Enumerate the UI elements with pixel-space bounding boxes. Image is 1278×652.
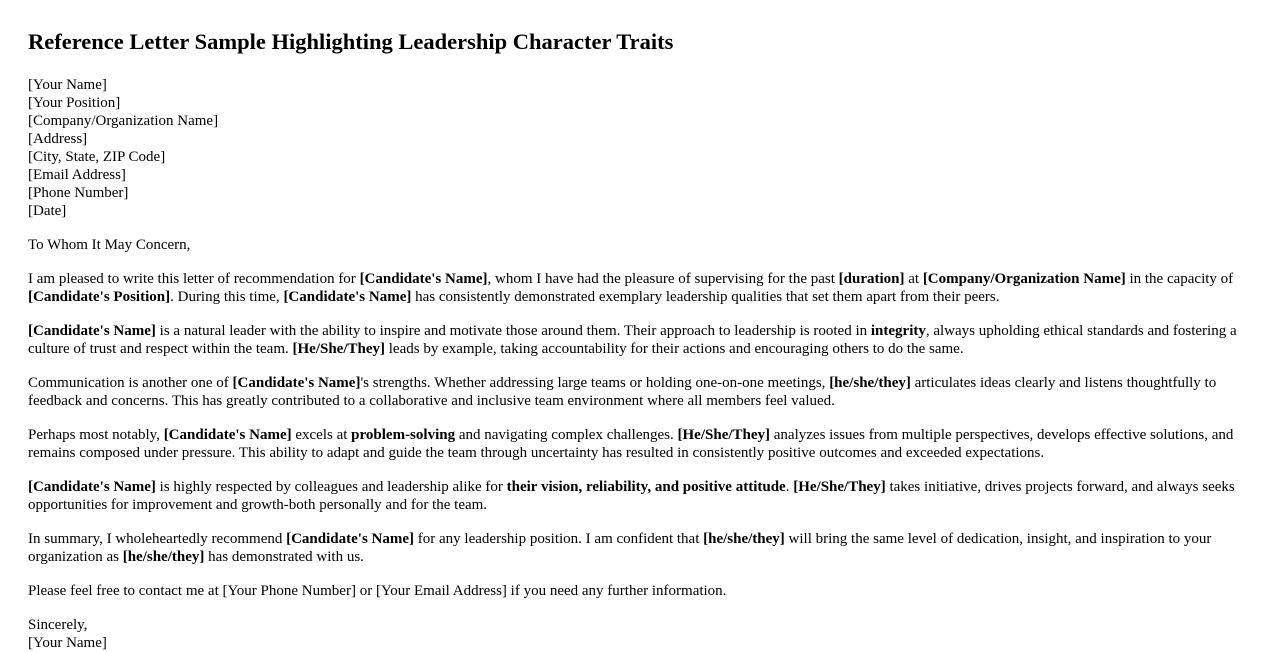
bold-text: [he/she/they] bbox=[829, 375, 911, 391]
body-paragraph-1 bbox=[28, 270, 1250, 306]
bold-text: [duration] bbox=[838, 271, 905, 287]
bold-text: [Candidate's Name] bbox=[28, 479, 156, 495]
bold-text: their vision, reliability, and positive attitude bbox=[506, 479, 786, 495]
closing-block bbox=[28, 616, 1250, 652]
text-run: I am pleased to write this letter of recommendation for bbox=[28, 271, 360, 287]
text-run: leads by example, taking accountability for their actions and encouraging others to do the same. bbox=[385, 341, 964, 357]
bold-text: [Candidate's Name] bbox=[359, 271, 488, 287]
bold-text: [He/She/They] bbox=[793, 479, 886, 495]
body-paragraph-3 bbox=[28, 374, 1250, 410]
text-run: articulates ideas clearly and listens thoughtfully to feedback and concerns. This has greatly contributed to a collaborative and inclusive team environment where all members feel valued. bbox=[28, 375, 1217, 409]
text-run: analyzes issues from multiple perspectives, develops effective solutions, and remains composed under pressure. This ability to adapt and guide the team through uncertainty has resulted in consistently positive outcomes and exceeded expectations. bbox=[28, 427, 1234, 461]
sender-address: [Address] bbox=[28, 131, 88, 147]
sender-name: [Your Name] bbox=[28, 77, 107, 93]
sender-email: [Email Address] bbox=[28, 167, 126, 183]
sender-block bbox=[28, 76, 1250, 220]
text-run: , whom I have had the pleasure of supervising for the past bbox=[487, 271, 839, 287]
text-run: , always upholding ethical standards and fostering a culture of trust and respect within the team. bbox=[28, 323, 1237, 357]
text-run: is a natural leader with the ability to inspire and motivate those around them. Their approach to leadership is rooted in bbox=[155, 323, 871, 339]
letter-date: [Date] bbox=[28, 203, 67, 219]
closing-line: Sincerely, bbox=[28, 617, 88, 633]
text-run: Please feel free to contact me at [Your Phone Number] or [Your Email Address] if you need any further information. bbox=[28, 583, 727, 599]
bold-text: problem-solving bbox=[351, 427, 456, 443]
bold-text: [Company/Organization Name] bbox=[922, 271, 1126, 287]
text-run: . During this time, bbox=[170, 289, 284, 305]
text-run: and navigating complex challenges. bbox=[455, 427, 678, 443]
sender-company: [Company/Organization Name] bbox=[28, 113, 219, 129]
text-run: has consistently demonstrated exemplary leadership qualities that set them apart from their peers. bbox=[411, 289, 1000, 305]
text-run: at bbox=[904, 271, 923, 287]
bold-text: integrity bbox=[870, 323, 926, 339]
bold-text: [He/She/They] bbox=[677, 427, 771, 443]
body-paragraph-5 bbox=[28, 478, 1250, 514]
text-run: Perhaps most notably, bbox=[28, 427, 164, 443]
text-run: in the capacity of bbox=[1125, 271, 1234, 287]
sender-position: [Your Position] bbox=[28, 95, 121, 111]
text-run: 's strengths. Whether addressing large teams or holding one-on-one meetings, bbox=[360, 375, 830, 391]
text-run: In summary, I wholeheartedly recommend bbox=[28, 531, 287, 547]
body-paragraph-6 bbox=[28, 530, 1250, 566]
signature-name: [Your Name] bbox=[28, 635, 107, 651]
bold-text: [he/she/they] bbox=[122, 549, 205, 565]
bold-text: [Candidate's Position] bbox=[28, 289, 171, 305]
body-paragraph-7 bbox=[28, 582, 1250, 600]
text-run: will bring the same level of dedication, insight, and inspiration to your organization as bbox=[28, 531, 1212, 565]
bold-text: [Candidate's Name] bbox=[28, 323, 156, 339]
sender-phone: [Phone Number] bbox=[28, 185, 129, 201]
body-paragraph-4 bbox=[28, 426, 1250, 462]
bold-text: [he/she/they] bbox=[703, 531, 785, 547]
text-run: is highly respected by colleagues and leadership alike for bbox=[155, 479, 507, 495]
bold-text: [Candidate's Name] bbox=[163, 427, 292, 443]
salutation: To Whom It May Concern, bbox=[28, 237, 191, 253]
page-title: Reference Letter Sample Highlighting Leadership Character Traits bbox=[28, 29, 674, 54]
text-run: excels at bbox=[291, 427, 352, 443]
text-run: . bbox=[785, 479, 794, 495]
sender-city-state-zip: [City, State, ZIP Code] bbox=[28, 149, 166, 165]
bold-text: [Candidate's Name] bbox=[283, 289, 412, 305]
text-run: has demonstrated with us. bbox=[204, 549, 364, 565]
text-run: takes initiative, drives projects forward, and always seeks opportunities for improvement and growth-both personally and for the team. bbox=[28, 479, 1235, 513]
text-run: for any leadership position. I am confident that bbox=[414, 531, 704, 547]
bold-text: [He/She/They] bbox=[292, 341, 385, 357]
body-paragraph-2 bbox=[28, 322, 1250, 358]
text-run: Communication is another one of bbox=[28, 375, 233, 391]
bold-text: [Candidate's Name] bbox=[232, 375, 361, 391]
bold-text: [Candidate's Name] bbox=[286, 531, 415, 547]
